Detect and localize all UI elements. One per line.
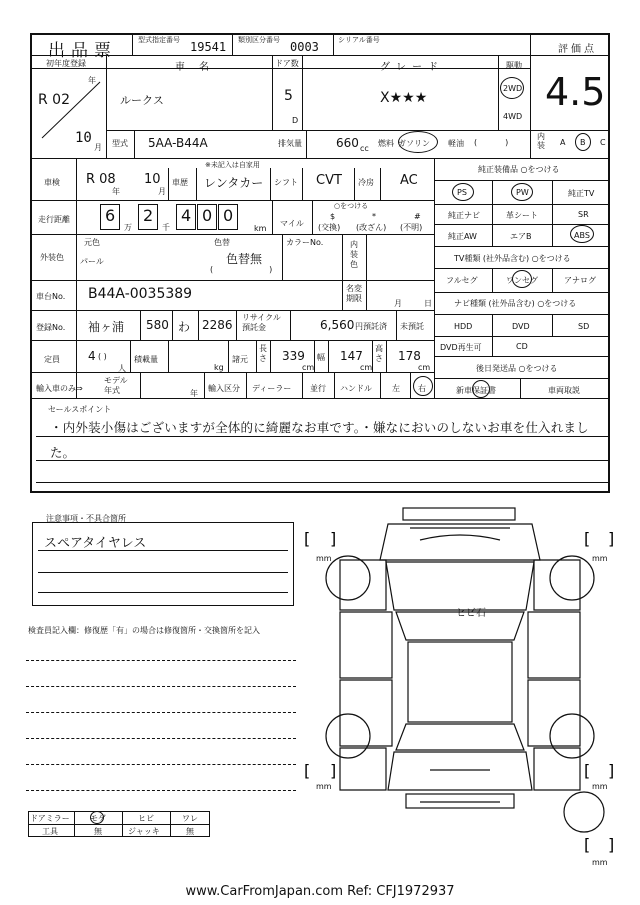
width-value: 147	[340, 349, 363, 363]
fuel-alt: 軽油	[448, 139, 464, 148]
damage-mark: ヒビ石	[456, 608, 486, 619]
svg-text:[: [	[584, 835, 591, 854]
equip-genuine-aw: 純正AW	[448, 232, 477, 241]
equip-ps: PS	[457, 188, 467, 197]
mileage-hash: #	[414, 212, 421, 221]
post-manual: 車両取説	[548, 386, 580, 395]
mileage-unit-sen: 千	[162, 223, 170, 232]
type-label: 型式	[112, 139, 128, 148]
dims-label: 諸元	[232, 355, 248, 364]
mm-spare: mm	[592, 858, 608, 867]
shaken-month: 10	[144, 172, 161, 187]
recycle-suffix: 円預託済	[355, 322, 387, 331]
equip-abs-circle	[570, 225, 594, 243]
mileage-label: 走行距離	[38, 215, 70, 224]
legend-moge-circle	[90, 811, 104, 824]
capacity-value: 4	[88, 349, 96, 363]
serial-label: シリアル番号	[338, 36, 380, 44]
interior-color-label: 内装色	[350, 240, 358, 269]
model-designation-label: 型式指定番号	[138, 36, 180, 44]
import-division-label: 輸入区分	[208, 384, 240, 393]
height-label: 高さ	[375, 344, 383, 363]
width-unit: cm	[360, 363, 373, 372]
mileage-unit-man: 万	[124, 223, 132, 232]
load-unit: kg	[214, 363, 224, 372]
height-value: 178	[398, 349, 421, 363]
capacity-paren: ( )	[98, 352, 107, 361]
color-no-label: カラーNo.	[286, 238, 324, 247]
first-reg-year-mark: 年	[88, 76, 96, 85]
shift-label: シフト	[274, 178, 298, 187]
svg-text:[: [	[584, 529, 591, 548]
svg-text:[: [	[304, 761, 311, 780]
repaint-label: 色替	[214, 238, 230, 247]
post-warranty: 新車保証書	[456, 386, 496, 395]
first-reg-slash	[40, 80, 102, 140]
orig-color-label: 元色	[84, 238, 100, 247]
equip-pw: PW	[516, 188, 529, 197]
import-handle-label: ハンドル	[340, 384, 372, 393]
notes-label: 注意事項・不具合箇所	[46, 514, 126, 523]
legend-ware: ワレ	[182, 814, 198, 823]
fuel-circle	[398, 131, 438, 153]
width-label: 幅	[317, 353, 325, 362]
interior-label: 内装	[537, 132, 545, 150]
repaint-value: 色替無	[226, 252, 263, 266]
handle-right-circle	[413, 376, 433, 396]
color-label: 外装色	[40, 253, 64, 262]
length-value: 339	[282, 349, 305, 363]
recycle-unpaid: 未預託	[400, 322, 424, 331]
drive-label: 駆動	[506, 61, 522, 70]
import-dealer: ディーラー	[252, 384, 292, 393]
type-value: 5AA-B44A	[148, 136, 208, 150]
fuel-label: 燃料	[378, 139, 394, 148]
length-label: 長さ	[259, 344, 267, 363]
mileage-dollar-sub: (交換)	[318, 223, 341, 232]
footer-ref: www.CarFromJapan.com Ref: CFJ1972937	[185, 884, 455, 899]
tv-oneseg-circle	[512, 270, 532, 288]
legend-door-mirror: ドアミラー	[30, 814, 70, 823]
first-reg-label: 初年度登録	[46, 59, 86, 68]
navi-title: ナビ種類 (社外品含む) ○をつける	[454, 299, 577, 308]
shaken-label: 車検	[44, 178, 60, 187]
svg-text:[: [	[584, 761, 591, 780]
equip-ps-circle	[452, 183, 474, 201]
mileage-dollar: $	[330, 212, 336, 221]
import-label: 輸入車のみ⇒	[36, 384, 83, 393]
shaken-month-mark: 月	[158, 187, 166, 196]
svg-text:]: ]	[330, 761, 337, 780]
length-unit: cm	[302, 363, 315, 372]
interior-a: A	[560, 138, 566, 147]
orig-color-value: パール	[80, 257, 104, 266]
shaken-value: R 08	[86, 172, 116, 187]
shift-value: CVT	[316, 173, 342, 188]
mileage-unit-km: km	[254, 224, 267, 233]
tv-oneseg: ワンセグ	[506, 276, 538, 285]
svg-text:[: [	[304, 529, 311, 548]
navi-cd: CD	[516, 342, 528, 351]
fuel-paren: ( )	[474, 138, 509, 147]
score-label: 評価点	[558, 44, 597, 55]
category-value: 0003	[290, 40, 319, 54]
equip-pw-circle	[511, 183, 533, 201]
navi-dvd: DVD	[512, 322, 530, 331]
equip-airbag: エアB	[510, 232, 532, 241]
genuine-equipment-title: 純正装備品 ○をつける	[478, 165, 560, 174]
sales-point-line2: た。	[50, 445, 76, 460]
import-model-year-label: モデル年式	[104, 376, 128, 395]
mileage-digit: 0	[223, 206, 234, 225]
drive-4wd: 4WD	[503, 112, 523, 121]
transfer-day-mark: 日	[424, 299, 432, 308]
mileage-circle-hint: ○をつける	[334, 202, 369, 210]
displacement-label: 排気量	[278, 139, 302, 148]
grade-value: X★★★	[380, 90, 428, 106]
height-unit: cm	[418, 363, 431, 372]
equip-genuine-tv: 純正TV	[568, 189, 595, 198]
chassis-value: B44A-0035389	[88, 286, 193, 302]
mm-front-left: mm	[316, 554, 332, 563]
mileage-digit: 6	[105, 206, 116, 225]
registration-kana: わ	[178, 320, 191, 334]
legend-moge: モゲ	[90, 814, 106, 823]
registration-label: 登録No.	[36, 323, 66, 332]
interior-b: B	[580, 138, 586, 147]
first-reg-month-mark: 月	[94, 143, 102, 152]
sales-point-label: セールスポイント	[48, 405, 112, 414]
svg-text:]: ]	[330, 529, 337, 548]
capacity-label: 定員	[44, 355, 60, 364]
drive-2wd: 2WD	[503, 84, 523, 93]
first-reg-era: R 02	[38, 92, 70, 108]
mileage-digit: 4	[181, 206, 192, 225]
equip-genuine-navi: 純正ナビ	[448, 211, 480, 220]
mileage-digit: 0	[202, 206, 213, 225]
grade-label: グレード	[380, 62, 444, 73]
mm-rear-left: mm	[316, 782, 332, 791]
form-title: 出品票	[48, 41, 117, 61]
navi-sd: SD	[578, 322, 590, 331]
recycle-label: リサイクル預託金	[242, 313, 281, 332]
fuel-value: ガソリン	[398, 139, 430, 148]
transfer-month-mark: 月	[394, 299, 402, 308]
navi-hdd: HDD	[454, 322, 473, 331]
registration-number: 2286	[202, 318, 233, 332]
drive-2wd-circle	[500, 77, 524, 99]
legend-hibi: ヒビ	[138, 814, 154, 823]
equip-sr: SR	[578, 210, 589, 219]
score-value: 4.5	[545, 70, 606, 114]
legend-tools-value: 無	[94, 827, 102, 836]
mileage-star-sub: (改ざん)	[356, 223, 387, 232]
doors-sub: D	[292, 116, 299, 125]
recycle-value: 6,560	[320, 318, 355, 332]
mm-front-right: mm	[592, 554, 608, 563]
notes-line1: スペアタイヤレス	[44, 536, 147, 551]
mileage-hash-sub: (不明)	[400, 223, 423, 232]
mileage-mile: マイル	[280, 219, 304, 228]
ac-value: AC	[400, 173, 418, 188]
equip-abs: ABS	[574, 231, 590, 240]
displacement-unit: cc	[360, 144, 369, 153]
load-label: 積載量	[134, 355, 158, 364]
tv-fullseg: フルセグ	[446, 276, 478, 285]
legend-jack-value: 無	[186, 827, 194, 836]
car-name-label: 車名	[175, 62, 223, 73]
mm-rear-right: mm	[592, 782, 608, 791]
legend-jack: ジャッキ	[128, 827, 160, 836]
svg-text:]: ]	[608, 529, 615, 548]
post-title: 後日発送品 ○をつける	[476, 364, 558, 373]
ac-label: 冷房	[358, 178, 374, 187]
first-reg-month: 10	[75, 130, 92, 146]
registration-class: 580	[146, 318, 169, 332]
svg-text:]: ]	[608, 761, 615, 780]
registration-area: 袖ヶ浦	[88, 320, 125, 334]
history-value: レンタカー	[204, 176, 264, 190]
import-left: 左	[392, 384, 400, 393]
post-warranty-circle	[472, 380, 490, 398]
repaint-paren: ( )	[210, 265, 273, 274]
import-year-mark: 年	[190, 389, 198, 398]
transfer-label: 名変期限	[346, 284, 362, 303]
car-damage-diagram	[300, 500, 620, 870]
category-label: 類別区分番号	[238, 36, 280, 44]
model-designation-value: 19541	[190, 40, 227, 54]
tv-title: TV種類 (社外品含む) ○をつける	[454, 254, 571, 263]
shaken-year-mark: 年	[112, 187, 120, 196]
interior-c: C	[600, 138, 606, 147]
mileage-digit: 2	[143, 206, 154, 225]
import-right: 右	[418, 384, 426, 393]
equip-leather-seat: 革シート	[506, 211, 538, 220]
inspector-label: 検査員記入欄：修復歴「有」の場合は修復箇所・交換箇所を記入	[28, 626, 260, 635]
car-name-value: ルークス	[120, 94, 164, 107]
import-parallel: 並行	[310, 384, 326, 393]
history-note: ※未記入は自家用	[205, 161, 260, 169]
doors-label: ドア数	[275, 59, 299, 68]
interior-b-circle	[575, 133, 591, 151]
mileage-star: *	[372, 212, 376, 221]
doors-value: 5	[284, 88, 293, 104]
navi-dvd-play: DVD再生可	[440, 343, 482, 352]
tv-analog: アナログ	[564, 276, 596, 285]
displacement-value: 660	[336, 136, 359, 150]
sales-point-line1: ・内外装小傷はございますが全体的に綺麗なお車です。・嫌なにおいのしないお車を仕入れまし	[50, 420, 589, 435]
svg-text:]: ]	[608, 835, 615, 854]
history-label: 車歴	[172, 178, 188, 187]
capacity-person: 人	[118, 364, 126, 373]
legend-tools: 工具	[42, 827, 58, 836]
chassis-label: 車台No.	[36, 292, 66, 301]
